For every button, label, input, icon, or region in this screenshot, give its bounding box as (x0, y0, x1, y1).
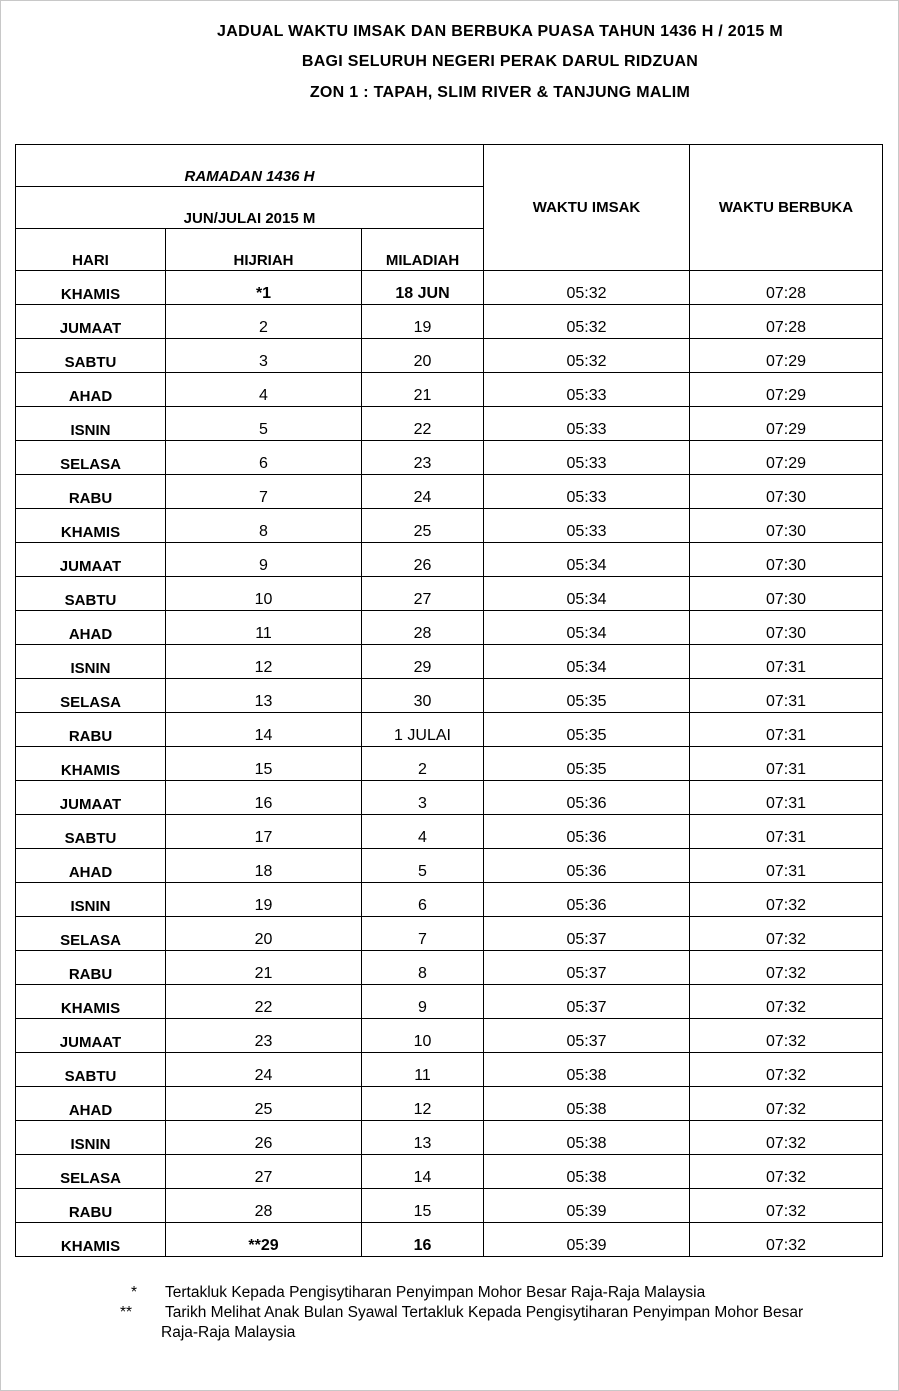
cell-miladiah: 8 (362, 951, 484, 985)
cell-hari: SABTU (16, 577, 166, 611)
cell-hari: AHAD (16, 611, 166, 645)
cell-hijriah: 7 (166, 475, 362, 509)
cell-waktu-berbuka: 07:32 (690, 1087, 883, 1121)
cell-miladiah: 27 (362, 577, 484, 611)
cell-hijriah: 20 (166, 917, 362, 951)
cell-waktu-berbuka: 07:32 (690, 917, 883, 951)
cell-waktu-imsak: 05:35 (484, 713, 690, 747)
header-waktu-berbuka: WAKTU BERBUKA (690, 145, 883, 271)
cell-miladiah: 21 (362, 373, 484, 407)
cell-hari: ISNIN (16, 407, 166, 441)
table-row (16, 1189, 883, 1223)
header-ramadan: RAMADAN 1436 H (16, 145, 484, 187)
table-row (16, 849, 883, 883)
cell-waktu-imsak: 05:39 (484, 1223, 690, 1257)
header-row-ramadan (16, 145, 883, 187)
cell-hari: JUMAAT (16, 781, 166, 815)
cell-waktu-berbuka: 07:31 (690, 849, 883, 883)
cell-hari: KHAMIS (16, 985, 166, 1019)
cell-waktu-imsak: 05:33 (484, 441, 690, 475)
cell-waktu-berbuka: 07:32 (690, 951, 883, 985)
table-row (16, 679, 883, 713)
table-row (16, 645, 883, 679)
cell-waktu-berbuka: 07:30 (690, 543, 883, 577)
cell-miladiah: 30 (362, 679, 484, 713)
footnote-text-2: Tarikh Melihat Anak Bulan Syawal Tertakluk Kepada Pengisytiharan Penyimpan Mohor Besar (165, 1304, 804, 1321)
cell-miladiah: 22 (362, 407, 484, 441)
cell-miladiah: 26 (362, 543, 484, 577)
cell-hijriah: 6 (166, 441, 362, 475)
cell-waktu-imsak: 05:33 (484, 475, 690, 509)
cell-hari: SABTU (16, 1053, 166, 1087)
cell-waktu-imsak: 05:33 (484, 407, 690, 441)
cell-waktu-berbuka: 07:32 (690, 883, 883, 917)
table-row (16, 781, 883, 815)
table-row (16, 1087, 883, 1121)
table-row (16, 917, 883, 951)
header-waktu-imsak: WAKTU IMSAK (484, 145, 690, 271)
cell-waktu-imsak: 05:32 (484, 305, 690, 339)
cell-hijriah: 9 (166, 543, 362, 577)
footnote-mark-2: ** (120, 1304, 133, 1321)
cell-waktu-imsak: 05:34 (484, 577, 690, 611)
cell-hijriah: 26 (166, 1121, 362, 1155)
cell-hijriah: 17 (166, 815, 362, 849)
cell-waktu-imsak: 05:33 (484, 509, 690, 543)
cell-hari: SELASA (16, 679, 166, 713)
cell-miladiah: 11 (362, 1053, 484, 1087)
document-title: JADUAL WAKTU IMSAK DAN BERBUKA PUASA TAHUN 1436 H / 2015 M (217, 23, 783, 40)
cell-hari: ISNIN (16, 645, 166, 679)
header-month: JUN/JULAI 2015 M (16, 187, 484, 229)
cell-waktu-imsak: 05:33 (484, 373, 690, 407)
cell-hari: KHAMIS (16, 271, 166, 305)
cell-waktu-imsak: 05:36 (484, 781, 690, 815)
cell-miladiah: 16 (362, 1223, 484, 1257)
table-row (16, 747, 883, 781)
cell-hari: ISNIN (16, 883, 166, 917)
cell-waktu-imsak: 05:37 (484, 985, 690, 1019)
cell-waktu-imsak: 05:38 (484, 1087, 690, 1121)
cell-waktu-imsak: 05:36 (484, 815, 690, 849)
cell-hari: JUMAAT (16, 305, 166, 339)
cell-waktu-berbuka: 07:32 (690, 1121, 883, 1155)
cell-miladiah: 15 (362, 1189, 484, 1223)
cell-hijriah: 27 (166, 1155, 362, 1189)
cell-hari: AHAD (16, 373, 166, 407)
cell-hari: KHAMIS (16, 1223, 166, 1257)
cell-miladiah: 24 (362, 475, 484, 509)
cell-hari: SELASA (16, 1155, 166, 1189)
footnote-text-1: Tertakluk Kepada Pengisytiharan Penyimpan Mohor Besar Raja-Raja Malaysia (165, 1284, 706, 1301)
cell-hari: ISNIN (16, 1121, 166, 1155)
table-row (16, 373, 883, 407)
table-row (16, 611, 883, 645)
cell-waktu-imsak: 05:34 (484, 543, 690, 577)
timetable (15, 144, 883, 1257)
header-hijriah: HIJRIAH (166, 229, 362, 271)
cell-waktu-berbuka: 07:30 (690, 577, 883, 611)
cell-waktu-berbuka: 07:31 (690, 645, 883, 679)
table-row (16, 407, 883, 441)
cell-miladiah: 7 (362, 917, 484, 951)
cell-waktu-berbuka: 07:29 (690, 441, 883, 475)
cell-miladiah: 5 (362, 849, 484, 883)
cell-waktu-imsak: 05:37 (484, 951, 690, 985)
cell-hari: RABU (16, 713, 166, 747)
cell-miladiah: 20 (362, 339, 484, 373)
cell-waktu-berbuka: 07:29 (690, 407, 883, 441)
table-row (16, 441, 883, 475)
cell-waktu-imsak: 05:34 (484, 645, 690, 679)
cell-hijriah: 13 (166, 679, 362, 713)
table-row (16, 951, 883, 985)
cell-miladiah: 1 JULAI (362, 713, 484, 747)
cell-miladiah: 29 (362, 645, 484, 679)
cell-hijriah: 10 (166, 577, 362, 611)
cell-waktu-imsak: 05:38 (484, 1155, 690, 1189)
cell-miladiah: 28 (362, 611, 484, 645)
table-row (16, 271, 883, 305)
table-row (16, 1155, 883, 1189)
cell-hijriah: 8 (166, 509, 362, 543)
cell-miladiah: 3 (362, 781, 484, 815)
cell-waktu-berbuka: 07:32 (690, 1189, 883, 1223)
cell-miladiah: 6 (362, 883, 484, 917)
cell-hari: JUMAAT (16, 543, 166, 577)
cell-hijriah: 14 (166, 713, 362, 747)
cell-hari: KHAMIS (16, 747, 166, 781)
cell-hari: JUMAAT (16, 1019, 166, 1053)
cell-waktu-berbuka: 07:30 (690, 509, 883, 543)
table-row (16, 713, 883, 747)
cell-hari: RABU (16, 1189, 166, 1223)
cell-hijriah: 21 (166, 951, 362, 985)
cell-waktu-imsak: 05:35 (484, 747, 690, 781)
table-row (16, 475, 883, 509)
table-row (16, 815, 883, 849)
table-row (16, 985, 883, 1019)
cell-hari: KHAMIS (16, 509, 166, 543)
cell-hijriah: 19 (166, 883, 362, 917)
footnote-mark-1: * (131, 1284, 138, 1301)
cell-hijriah: 23 (166, 1019, 362, 1053)
table-row (16, 1121, 883, 1155)
cell-waktu-imsak: 05:38 (484, 1121, 690, 1155)
cell-hijriah: 5 (166, 407, 362, 441)
cell-hari: SABTU (16, 339, 166, 373)
cell-miladiah: 2 (362, 747, 484, 781)
cell-waktu-imsak: 05:32 (484, 271, 690, 305)
cell-miladiah: 18 JUN (362, 271, 484, 305)
cell-hari: AHAD (16, 1087, 166, 1121)
footnote-text-2-continued: Raja-Raja Malaysia (161, 1324, 296, 1341)
cell-waktu-berbuka: 07:29 (690, 339, 883, 373)
cell-waktu-berbuka: 07:31 (690, 781, 883, 815)
cell-waktu-berbuka: 07:28 (690, 305, 883, 339)
cell-waktu-berbuka: 07:31 (690, 713, 883, 747)
cell-hijriah: 25 (166, 1087, 362, 1121)
cell-waktu-imsak: 05:32 (484, 339, 690, 373)
table-row (16, 577, 883, 611)
cell-waktu-berbuka: 07:31 (690, 815, 883, 849)
cell-waktu-imsak: 05:34 (484, 611, 690, 645)
cell-hari: RABU (16, 951, 166, 985)
cell-waktu-berbuka: 07:30 (690, 475, 883, 509)
cell-waktu-berbuka: 07:32 (690, 1155, 883, 1189)
cell-waktu-berbuka: 07:31 (690, 747, 883, 781)
cell-miladiah: 13 (362, 1121, 484, 1155)
cell-miladiah: 23 (362, 441, 484, 475)
table-row (16, 339, 883, 373)
header-miladiah: MILADIAH (362, 229, 484, 271)
cell-hijriah: 3 (166, 339, 362, 373)
cell-waktu-berbuka: 07:32 (690, 1223, 883, 1257)
cell-waktu-imsak: 05:36 (484, 883, 690, 917)
cell-hijriah: 24 (166, 1053, 362, 1087)
cell-miladiah: 10 (362, 1019, 484, 1053)
cell-waktu-berbuka: 07:32 (690, 1053, 883, 1087)
cell-waktu-imsak: 05:37 (484, 917, 690, 951)
cell-hijriah: 22 (166, 985, 362, 1019)
cell-waktu-imsak: 05:37 (484, 1019, 690, 1053)
cell-hijriah: 11 (166, 611, 362, 645)
cell-hari: SELASA (16, 917, 166, 951)
cell-waktu-berbuka: 07:31 (690, 679, 883, 713)
cell-waktu-berbuka: 07:30 (690, 611, 883, 645)
cell-hijriah: 2 (166, 305, 362, 339)
cell-miladiah: 9 (362, 985, 484, 1019)
cell-hari: SABTU (16, 815, 166, 849)
cell-hijriah: *1 (166, 271, 362, 305)
table-row (16, 883, 883, 917)
header-hari: HARI (16, 229, 166, 271)
cell-hijriah: 18 (166, 849, 362, 883)
cell-hari: SELASA (16, 441, 166, 475)
cell-hijriah: 12 (166, 645, 362, 679)
table-row (16, 1223, 883, 1257)
cell-hijriah: **29 (166, 1223, 362, 1257)
cell-miladiah: 12 (362, 1087, 484, 1121)
table-row (16, 305, 883, 339)
cell-hari: RABU (16, 475, 166, 509)
table-row (16, 1019, 883, 1053)
cell-miladiah: 19 (362, 305, 484, 339)
table-row (16, 1053, 883, 1087)
table-row (16, 509, 883, 543)
cell-waktu-berbuka: 07:28 (690, 271, 883, 305)
cell-miladiah: 4 (362, 815, 484, 849)
cell-hijriah: 28 (166, 1189, 362, 1223)
table-row (16, 543, 883, 577)
cell-waktu-imsak: 05:35 (484, 679, 690, 713)
cell-hijriah: 15 (166, 747, 362, 781)
cell-waktu-imsak: 05:38 (484, 1053, 690, 1087)
document-subtitle-state: BAGI SELURUH NEGERI PERAK DARUL RIDZUAN (301, 53, 699, 70)
cell-waktu-imsak: 05:36 (484, 849, 690, 883)
cell-waktu-berbuka: 07:32 (690, 1019, 883, 1053)
cell-hari: AHAD (16, 849, 166, 883)
cell-hijriah: 4 (166, 373, 362, 407)
cell-miladiah: 14 (362, 1155, 484, 1189)
cell-waktu-berbuka: 07:32 (690, 985, 883, 1019)
document-subtitle-zone: ZON 1 : TAPAH, SLIM RIVER & TANJUNG MALIM (309, 84, 691, 101)
cell-hijriah: 16 (166, 781, 362, 815)
cell-waktu-imsak: 05:39 (484, 1189, 690, 1223)
cell-waktu-berbuka: 07:29 (690, 373, 883, 407)
cell-miladiah: 25 (362, 509, 484, 543)
